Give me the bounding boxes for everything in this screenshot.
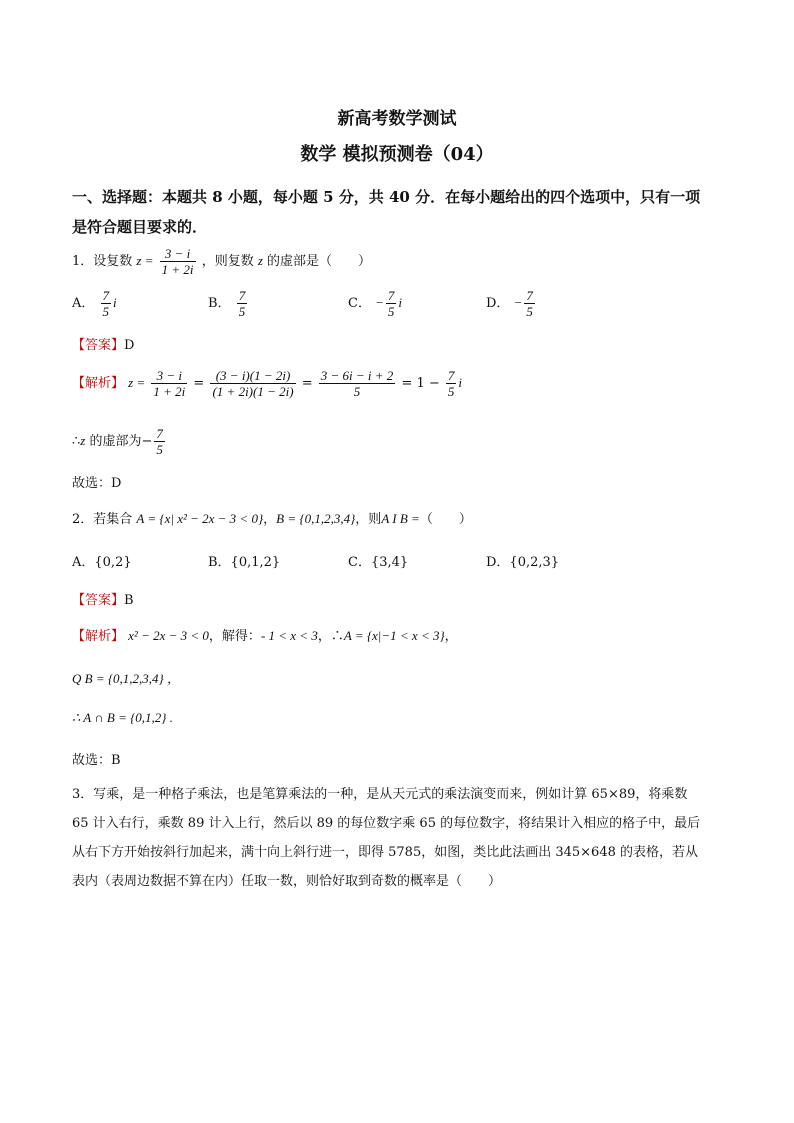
section-heading	[72, 182, 732, 242]
q3-line1: 3．写乘，是一种格子乘法，也是笔算乘法的一种，是从天元式的乘法演变而来，例如计算 65×89，将乘数	[72, 787, 688, 802]
jiexi-tag: 【解析】	[72, 629, 125, 644]
section-heading-line2: 是符合题目要求的．	[72, 218, 208, 236]
q3-line4: 表内（表周边数据不算在内）任取一数，则恰好取到奇数的概率是（ ）	[72, 874, 502, 889]
q1-fraction: $\frac{3 - i}{1 + 2i}$	[161, 246, 194, 277]
q1-choose: 故选：D	[72, 476, 122, 491]
q2-solution-2: Q B = {0,1,2,3,4} ，	[72, 671, 180, 686]
q1-option-d: D． − $\frac{7}{5}$	[486, 288, 533, 319]
q1-option-b: B． $\frac{7}{5}$	[208, 288, 246, 319]
q1-answer: 【答案】D	[72, 338, 135, 353]
q1-stem: 1．设复数 z = $\frac{3 - i}{1 + 2i}$ ，则复数 z 的虚部是（ ）	[72, 246, 372, 277]
q3-stem	[72, 780, 732, 896]
q2-option-a: A．{0,2}	[72, 555, 132, 570]
section-heading-line1: 一、选择题：本题共 8 小题，每小题 5 分，共 40 分．在每小题给出的四个选项中，只有一项	[72, 188, 701, 206]
q1-solution: 【解析】 z = $\frac{3 - i}{1 + 2i}$ = $\frac{(3 - i)(1 - 2i)}{(1 + 2i)(1 - 2i)}$ = $\frac{3 - 6i - i + 2}{5}$ = 1 − $\frac{7}{5}$ i	[72, 368, 463, 399]
exam-subtitle: 数学 模拟预测卷（04）	[300, 144, 494, 165]
exam-title: 新高考数学测试	[337, 109, 457, 129]
q1-prefix: 1．设复数	[72, 254, 133, 269]
q3-line3: 从右下方开始按斜行加起来，满十向上斜行进一，即得 5785，如图，类比此法画出 345×648 的表格，若从	[72, 845, 699, 860]
q2-choose: 故选：B	[72, 753, 121, 768]
q2-stem: 2．若集合 A = {x| x² − 2x − 3 < 0}，B = {0,1,2,3,4}，则A I B =（ ）	[72, 511, 472, 527]
answer-tag: 【答案】	[72, 338, 125, 353]
q1-option-c: C． − $\frac{7}{5}$ i	[348, 288, 402, 319]
q1-z-eq: z =	[136, 253, 154, 268]
q2-option-c: C．{3,4}	[348, 555, 409, 570]
q3-line2: 65 计入右行，乘数 89 计入上行，然后以 89 的每位数字乘 65 的每位数字，将结果计入相应的格子中，最后	[72, 816, 701, 831]
q2-option-b: B．{0,1,2}	[208, 555, 281, 570]
answer-tag: 【答案】	[72, 593, 125, 608]
q1-suffix: ，则复数	[201, 254, 254, 269]
q2-solution-3: ∴ A ∩ B = {0,1,2} .	[72, 710, 173, 725]
q2-answer: 【答案】B	[72, 593, 134, 608]
q1-option-a: A． $\frac{7}{5}$ i	[72, 288, 117, 319]
q2-option-d: D．{0,2,3}	[486, 555, 560, 570]
q2-solution-1: 【解析】 x² − 2x − 3 < 0，解得：- 1 < x < 3，∴A = {x|−1 < x < 3}，	[72, 628, 458, 644]
q1-conclusion: ∴z 的虚部为− $\frac{7}{5}$	[72, 426, 163, 457]
jiexi-tag: 【解析】	[72, 376, 125, 391]
